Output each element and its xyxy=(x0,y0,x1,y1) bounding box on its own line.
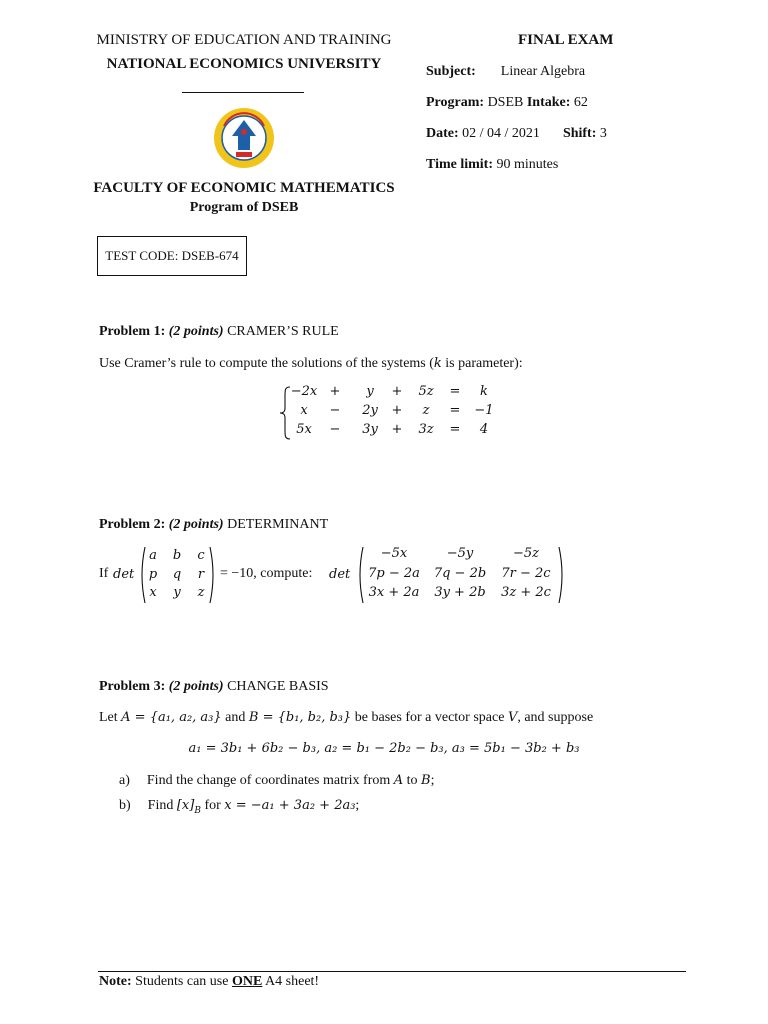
program-row xyxy=(426,95,588,111)
if-text: If xyxy=(99,566,109,581)
eq-term: 5z xyxy=(418,384,434,399)
m1-cell: b xyxy=(172,548,182,563)
problem-1-topic: CRAMER’S RULE xyxy=(227,324,339,339)
test-code-box xyxy=(97,236,247,276)
eq-term: −2x xyxy=(290,384,318,399)
left-paren-icon xyxy=(138,546,146,604)
eq-term: y xyxy=(366,384,374,399)
part-b xyxy=(119,798,359,816)
right-paren-icon xyxy=(209,546,217,604)
m2-cell: −5z xyxy=(512,546,539,561)
m1-cell: p xyxy=(148,567,158,582)
university-name: NATIONAL ECONOMICS UNIVERSITY xyxy=(106,56,382,72)
determinant-statement xyxy=(99,546,569,604)
date-row xyxy=(426,126,607,142)
note-pre: Students can use xyxy=(131,974,232,989)
shift-label: Shift: xyxy=(562,126,597,141)
part-a xyxy=(119,773,435,789)
part-b-end: ; xyxy=(355,798,360,813)
part-a-end: ; xyxy=(430,773,435,788)
eq-op: = xyxy=(449,422,461,437)
problem-2-topic: DETERMINANT xyxy=(227,517,329,532)
part-b-sub: B xyxy=(194,805,201,816)
eq-op: + xyxy=(391,422,403,437)
exam-title: FINAL EXAM xyxy=(518,32,614,48)
m2-cell: −5y xyxy=(446,546,474,561)
problem-3-points: (2 points) xyxy=(168,679,224,694)
m1-cell: q xyxy=(172,567,182,582)
m1-cell: z xyxy=(197,585,205,600)
program-name: Program of DSEB xyxy=(189,200,299,215)
part-a-label: a) xyxy=(119,773,130,788)
part-a-pre: Find the change of coordinates matrix from xyxy=(146,773,394,788)
date-value: 02 / 04 / 2021 xyxy=(462,126,540,141)
instruction-var: k xyxy=(433,356,442,371)
instruction-post: is parameter): xyxy=(441,356,523,371)
eq-op: − xyxy=(329,403,341,418)
intro-let: Let xyxy=(99,710,122,725)
part-a-from: A xyxy=(393,773,404,788)
problem-3-title xyxy=(99,679,329,695)
note-label: Note: xyxy=(99,974,132,989)
problem-1-label: Problem 1: xyxy=(99,324,166,339)
part-a-to: B xyxy=(421,773,431,788)
eq-term: 2y xyxy=(362,403,378,418)
equals-text: = −10, compute: xyxy=(220,566,313,581)
equation-system xyxy=(279,384,494,442)
part-b-for: for xyxy=(200,798,225,813)
instruction-pre: Use Cramer’s rule to compute the solutions of the systems ( xyxy=(99,356,434,371)
ministry-name: MINISTRY OF EDUCATION AND TRAINING xyxy=(96,32,392,48)
problem-1-points: (2 points) xyxy=(168,324,224,339)
m2-cell: 3x + 2a xyxy=(368,585,420,600)
m2-cell: −5x xyxy=(380,546,408,561)
problem-1-title xyxy=(99,324,339,340)
eq-rhs: k xyxy=(480,384,488,399)
m2-cell: 7q − 2b xyxy=(433,566,487,581)
intake-value: 62 xyxy=(573,95,588,110)
eq-op: = xyxy=(449,384,461,399)
part-b-vec: [x] xyxy=(176,798,195,813)
basis-relations xyxy=(0,741,768,756)
m1-cell: r xyxy=(197,567,205,582)
part-b-pre: Find xyxy=(147,798,177,813)
eq-op: + xyxy=(391,403,403,418)
set-a: A = {a₁, a₂, a₃} xyxy=(121,710,222,725)
vector-space: V xyxy=(507,710,518,725)
time-row xyxy=(426,157,558,173)
eq-rhs: −1 xyxy=(474,403,494,418)
intro-end: , and suppose xyxy=(517,710,594,725)
problem-2-title xyxy=(99,517,328,533)
header-divider xyxy=(182,92,304,93)
footer-divider xyxy=(98,971,686,972)
relations: a₁ = 3b₁ + 6b₂ − b₃, a₂ = b₁ − 2b₂ − b₃, a₃ = 5b₁ − 3b₂ + b₃ xyxy=(188,741,580,756)
m1-cell: c xyxy=(197,548,205,563)
footer-note xyxy=(99,974,319,990)
shift-value: 3 xyxy=(599,126,607,141)
eq-op: = xyxy=(449,403,461,418)
eq-term: 5x xyxy=(296,422,312,437)
eq-op: + xyxy=(391,384,403,399)
intake-label: Intake: xyxy=(526,95,571,110)
m2-cell: 3y + 2b xyxy=(434,585,486,600)
eq-term: z xyxy=(422,403,430,418)
problem-2-points: (2 points) xyxy=(168,517,224,532)
m1-cell: y xyxy=(173,585,181,600)
m1-cell: a xyxy=(149,548,157,563)
eq-op: − xyxy=(329,422,341,437)
subject-row xyxy=(426,64,585,80)
part-b-label: b) xyxy=(119,798,131,813)
and-text: and xyxy=(221,710,249,725)
time-label: Time limit: xyxy=(426,157,494,172)
m2-cell: 3z + 2c xyxy=(501,585,551,600)
time-value: 90 minutes xyxy=(496,157,559,172)
eq-term: x xyxy=(300,403,308,418)
eq-term: 3z xyxy=(418,422,434,437)
note-emphasis: ONE xyxy=(231,974,263,989)
university-seal-icon xyxy=(212,106,276,170)
subject-label: Subject: xyxy=(426,64,476,79)
eq-rhs: 4 xyxy=(479,422,489,437)
m1-cell: x xyxy=(149,585,157,600)
part-b-expr: x = −a₁ + 3a₂ + 2a₃ xyxy=(224,798,356,813)
note-post: A4 sheet! xyxy=(262,974,320,989)
eq-term: 3y xyxy=(362,422,378,437)
problem-2-label: Problem 2: xyxy=(99,517,166,532)
part-a-to-text: to xyxy=(403,773,422,788)
det-word: det xyxy=(113,567,135,582)
faculty-name: FACULTY OF ECONOMIC MATHEMATICS xyxy=(93,180,395,196)
test-code: TEST CODE: DSEB-674 xyxy=(105,248,239,263)
problem-3-intro xyxy=(99,710,593,726)
problem-1-instruction xyxy=(99,356,523,372)
subject-value: Linear Algebra xyxy=(500,64,586,79)
program-label: Program: xyxy=(426,95,485,110)
eq-op: + xyxy=(329,384,341,399)
m2-cell: 7p − 2a xyxy=(368,566,420,581)
date-label: Date: xyxy=(426,126,459,141)
problem-3-topic: CHANGE BASIS xyxy=(227,679,329,694)
set-b: B = {b₁, b₂, b₃} xyxy=(248,710,352,725)
m2-cell: 7r − 2c xyxy=(501,566,551,581)
right-paren-icon xyxy=(558,546,566,604)
intro-rest: be bases for a vector space xyxy=(351,710,508,725)
program-value: DSEB xyxy=(487,95,524,110)
det-word-2: det xyxy=(329,567,351,582)
problem-3-label: Problem 3: xyxy=(99,679,166,694)
